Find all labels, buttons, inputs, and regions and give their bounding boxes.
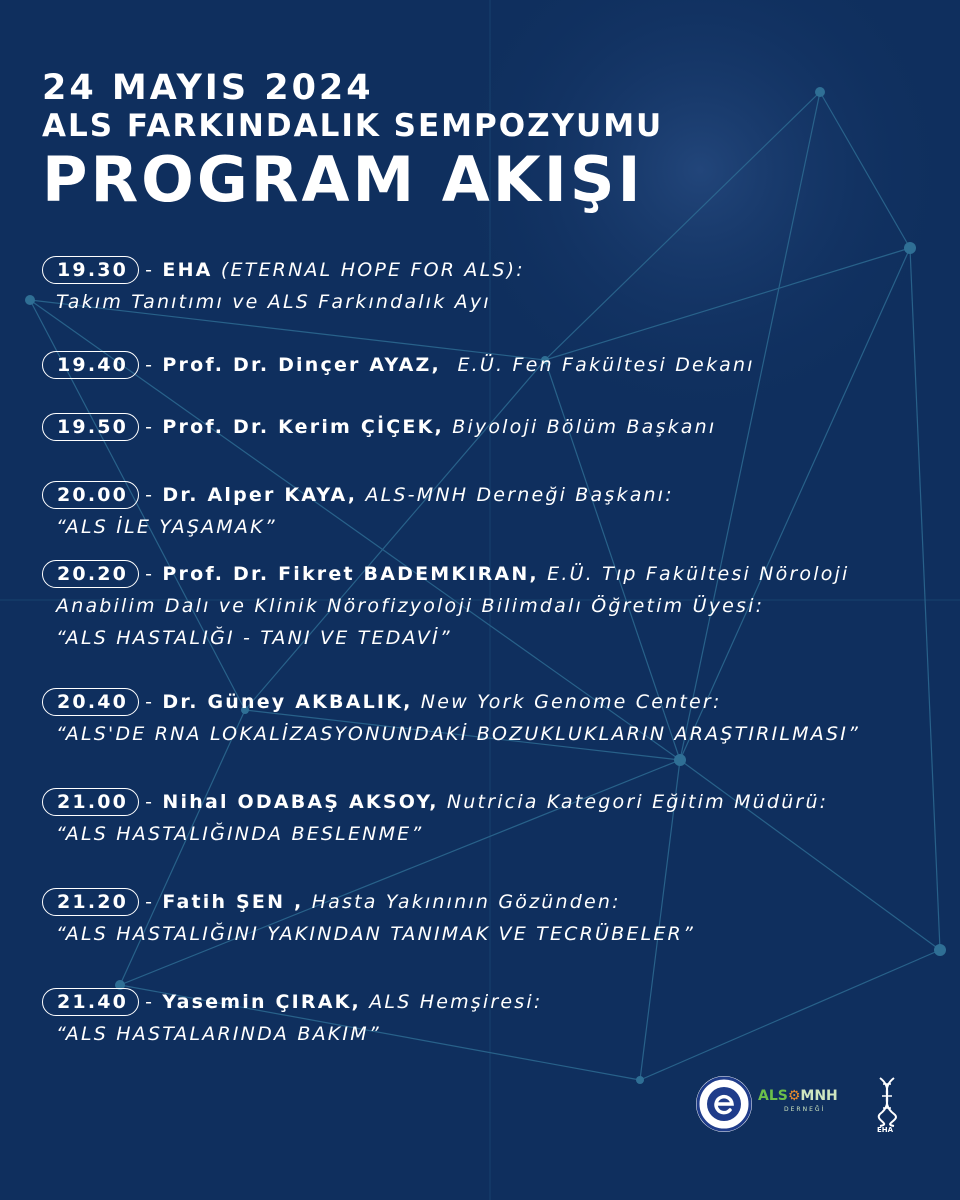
speaker-name: Prof. Dr. Kerim ÇİÇEK, <box>162 416 444 438</box>
speaker-name: Yasemin ÇIRAK, <box>162 991 361 1013</box>
eha-logo-label: EHA <box>877 1126 894 1134</box>
time-badge: 20.40 <box>42 688 139 716</box>
mnh-text: MNH <box>800 1088 838 1104</box>
time-badge: 21.40 <box>42 988 139 1016</box>
talk-title: “ALS HASTALIĞI - TANI VE TEDAVİ” <box>56 627 452 649</box>
time-badge: 19.50 <box>42 413 139 441</box>
speaker-role: E.Ü. Tıp Fakültesi Nöroloji <box>547 563 850 585</box>
speaker-role: New York Genome Center: <box>420 691 722 713</box>
page-title: PROGRAM AKIŞI <box>42 143 644 216</box>
speaker-role-continued: Anabilim Dalı ve Klinik Nörofizyoloji Bilimdalı Öğretim Üyesi: <box>56 595 765 617</box>
program-item: 20.20 - Prof. Dr. Fikret BADEMKIRAN, E.Ü. Tıp Fakültesi Nöroloji Anabilim Dalı ve Klinik Nörofizyoloji Bilimdalı Öğretim Üyesi: “ALS HASTALIĞI - TANI VE TEDAVİ” <box>42 558 947 654</box>
event-subtitle: ALS FARKINDALIK SEMPOZYUMU <box>42 108 664 144</box>
time-badge: 19.30 <box>42 256 139 284</box>
speaker-role: ALS-MNH Derneği Başkanı: <box>365 484 674 506</box>
program-item: 20.00 - Dr. Alper KAYA, ALS-MNH Derneği Başkanı: “ALS İLE YAŞAMAK” <box>42 479 947 543</box>
speaker-name: Fatih ŞEN , <box>162 891 304 913</box>
talk-title: “ALS HASTALARINDA BAKIM” <box>56 1023 381 1045</box>
speaker-name: Dr. Alper KAYA, <box>162 484 358 506</box>
time-badge: 20.20 <box>42 560 139 588</box>
speaker-role: E.Ü. Fen Fakültesi Dekanı <box>457 354 755 376</box>
speaker-role: (ETERNAL HOPE FOR ALS): <box>220 259 525 281</box>
als-mnh-logo: ALS⚙MNH <box>758 1088 838 1104</box>
time-badge: 21.00 <box>42 788 139 816</box>
program-item: 21.20 - Fatih ŞEN , Hasta Yakınının Gözünden: “ALS HASTALIĞINI YAKINDAN TANIMAK VE TECRÜBELER” <box>42 886 947 950</box>
speaker-role: Nutricia Kategori Eğitim Müdürü: <box>446 791 829 813</box>
program-item: 19.50 - Prof. Dr. Kerim ÇİÇEK, Biyoloji Bölüm Başkanı <box>42 411 947 443</box>
university-seal-icon <box>696 1076 752 1132</box>
speaker-role: Biyoloji Bölüm Başkanı <box>452 416 717 438</box>
program-item: 20.40 - Dr. Güney AKBALIK, New York Genome Center: “ALS'DE RNA LOKALİZASYONUNDAKİ BOZUKLUKLARIN ARAŞTIRILMASI” <box>42 686 947 750</box>
event-date: 24 MAYIS 2024 <box>42 68 374 108</box>
als-text: ALS <box>758 1088 788 1104</box>
ege-university-logo <box>696 1076 752 1132</box>
talk-title: Takım Tanıtımı ve ALS Farkındalık Ayı <box>56 291 491 313</box>
speaker-role: ALS Hemşiresi: <box>369 991 543 1013</box>
talk-title: “ALS HASTALIĞINI YAKINDAN TANIMAK VE TECRÜBELER” <box>56 923 696 945</box>
program-item: 21.00 - Nihal ODABAŞ AKSOY, Nutricia Kategori Eğitim Müdürü: “ALS HASTALIĞINDA BESLENME” <box>42 786 947 850</box>
speaker-name: Dr. Güney AKBALIK, <box>162 691 413 713</box>
dernegi-text: DERNEĞİ <box>784 1106 826 1113</box>
program-item: 19.40 - Prof. Dr. Dinçer AYAZ, E.Ü. Fen Fakültesi Dekanı <box>42 349 947 381</box>
speaker-role: Hasta Yakınının Gözünden: <box>311 891 621 913</box>
time-badge: 20.00 <box>42 481 139 509</box>
talk-title: “ALS HASTALIĞINDA BESLENME” <box>56 823 424 845</box>
program-item: 21.40 - Yasemin ÇIRAK, ALS Hemşiresi: “ALS HASTALARINDA BAKIM” <box>42 986 947 1050</box>
poster-header <box>42 68 663 216</box>
sponsor-logos <box>694 1074 924 1144</box>
program-item: 19.30 - EHA (ETERNAL HOPE FOR ALS): Takım Tanıtımı ve ALS Farkındalık Ayı <box>42 254 947 318</box>
speaker-name: EHA <box>162 259 213 281</box>
time-badge: 19.40 <box>42 351 139 379</box>
talk-title: “ALS'DE RNA LOKALİZASYONUNDAKİ BOZUKLUKLARIN ARAŞTIRILMASI” <box>56 723 861 745</box>
speaker-name: Nihal ODABAŞ AKSOY, <box>162 791 439 813</box>
time-badge: 21.20 <box>42 888 139 916</box>
speaker-name: Prof. Dr. Fikret BADEMKIRAN, <box>162 563 539 585</box>
talk-title: “ALS İLE YAŞAMAK” <box>56 516 277 538</box>
speaker-name: Prof. Dr. Dinçer AYAZ, <box>162 354 441 376</box>
